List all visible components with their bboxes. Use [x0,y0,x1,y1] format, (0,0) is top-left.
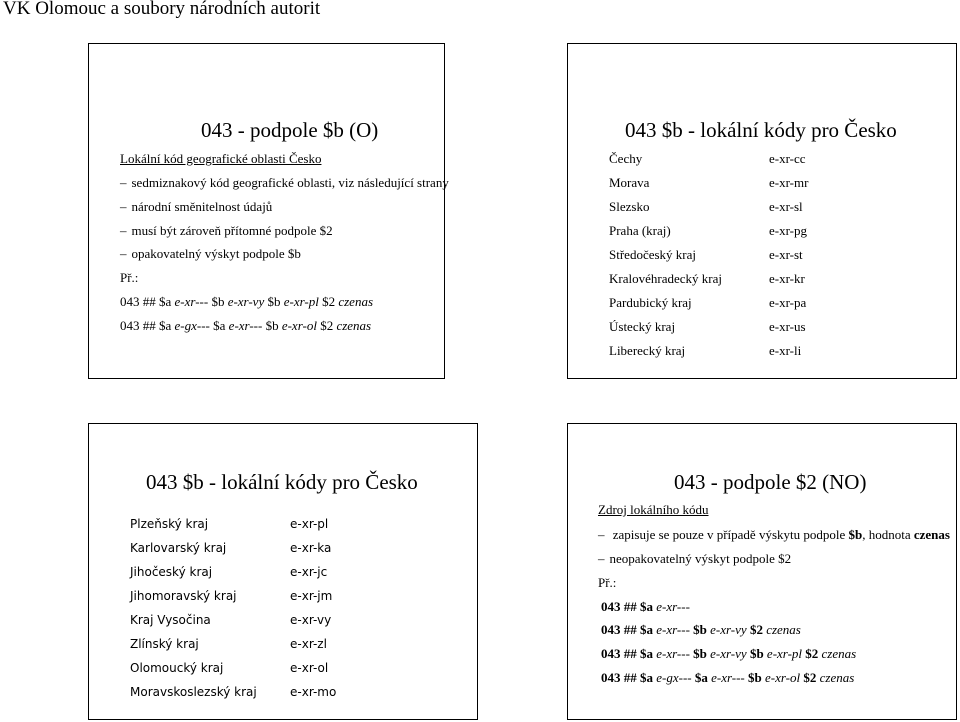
bullet-item: – musí být zároveň přítomné podpole $2 [120,223,333,239]
region-code: e-xr-ol [290,661,329,675]
region-name: Liberecký kraj [609,343,686,358]
region-name: Slezsko [609,199,650,214]
slide-title: 043 $b - lokální kódy pro Česko [146,470,418,494]
bullet-item: – neopakovatelný výskyt podpole $2 [598,551,791,567]
region-code: e-xr-jc [290,565,328,579]
example-line: 043 ## $a e-gx--- $a e-xr--- $b e-xr-ol $2 czenas [120,318,372,333]
region-name: Jihomoravský kraj [130,589,237,603]
region-code: e-xr-ka [290,541,332,555]
region-name: Ústecký kraj [609,319,676,334]
example-line: 043 ## $a e-xr--- $b e-xr-vy $b e-xr-pl $2 czenas [120,294,374,309]
example-line: 043 ## $a e-xr--- $b e-xr-vy $b e-xr-pl $2 czenas [601,646,857,661]
region-code: e-xr-pg [769,223,807,238]
example-line: 043 ## $a e-xr--- $b e-xr-vy $2 czenas [601,622,801,637]
region-name: Kraj Vysočina [130,613,211,627]
region-code: e-xr-pl [290,517,329,531]
region-code: e-xr-mo [290,685,337,699]
bullet-item: – opakovatelný výskyt podpole $b [120,246,301,262]
example-label: Př.: [120,270,139,285]
slide-heading: Lokální kód geografické oblasti Česko [120,151,322,166]
slide-subfield-2 [567,423,957,720]
region-name: Morava [609,175,650,190]
region-code: e-xr-zl [290,637,327,651]
bullet-item: – zapisuje se pouze v případě výskytu podpole $b, hodnota czenas [598,527,950,543]
example-line: 043 ## $a e-xr--- [601,599,690,614]
region-name: Pardubický kraj [609,295,692,310]
region-code: e-xr-pa [769,295,807,310]
region-code: e-xr-cc [769,151,806,166]
region-name: Zlínský kraj [130,637,199,651]
region-name: Olomoucký kraj [130,661,224,675]
region-name: Čechy [609,151,643,166]
region-name: Praha (kraj) [609,223,671,238]
slide-title: 043 - podpole $2 (NO) [674,470,867,494]
region-name: Plzeňský kraj [130,517,209,531]
example-label: Př.: [598,575,617,590]
slide-local-codes-1 [567,43,957,379]
region-code: e-xr-us [769,319,806,334]
slide-heading: Zdroj lokálního kódu [598,502,709,517]
region-code: e-xr-jm [290,589,333,603]
region-name: Jihočeský kraj [130,565,213,579]
region-code: e-xr-mr [769,175,809,190]
bullet-item: – sedmiznakový kód geografické oblasti, viz následující strany [120,175,449,191]
slide-title: 043 - podpole $b (O) [201,118,379,142]
region-name: Kralovéhradecký kraj [609,271,722,286]
region-name: Karlovarský kraj [130,541,227,555]
region-code: e-xr-sl [769,199,803,214]
region-code: e-xr-vy [290,613,332,627]
region-code: e-xr-li [769,343,802,358]
slide-title: 043 $b - lokální kódy pro Česko [625,118,897,142]
slide-043-subfield-b [88,43,449,379]
region-code: e-xr-kr [769,271,805,286]
region-name: Moravskoslezský kraj [130,685,257,699]
slide-local-codes-2 [88,423,478,720]
region-name: Středočeský kraj [609,247,697,262]
page-title: VK Olomouc a soubory národních autorit [3,0,321,19]
example-line: 043 ## $a e-gx--- $a e-xr--- $b e-xr-ol $2 czenas [601,670,855,685]
bullet-item: – národní směnitelnost údajů [120,199,272,215]
region-code: e-xr-st [769,247,803,262]
